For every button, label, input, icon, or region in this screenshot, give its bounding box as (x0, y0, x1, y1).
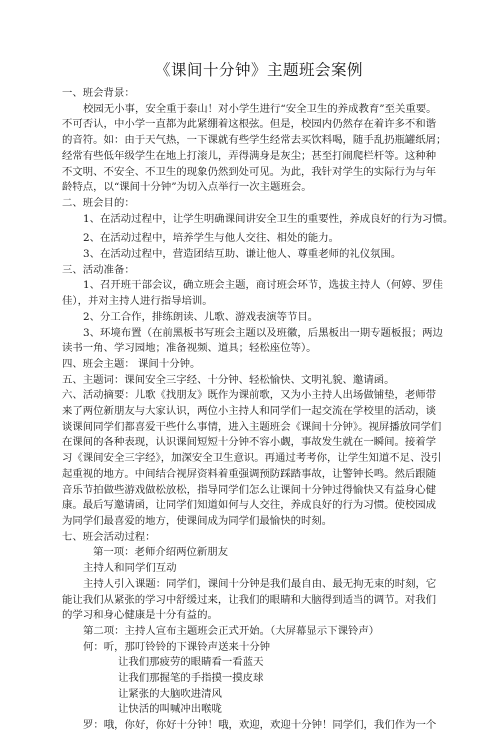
list-item: 2、在活动过程中，培养学生与他人交往、相处的能力。 (83, 232, 339, 245)
paragraph-line: 为同学们最喜爱的地方，使课间成为同学们最愉快的时刻。 (62, 514, 333, 527)
list-item: 3、环境布置（在前黑板书写班会主题以及班徽，后黑板出一期专题板报；两边 (83, 326, 443, 339)
list-item-continuation: 佳），并对主持人进行指导培训。 (62, 295, 213, 308)
paragraph-line: 音乐节拍做些游戏做松放松，指导同学们怎么让课间十分钟过得愉快又有益身心健 (62, 483, 437, 496)
list-item: 1、在活动过程中，让学生明确课间讲安全卫生的重要性，养成良好的行为习惯。 (83, 212, 454, 225)
section-summary-line: 六、活动摘要：儿歌《找朋友》既作为课前歌，又为小主持人出场做铺垫，老师带 (62, 389, 437, 402)
step-heading: 第一项：老师介绍两位新朋友 (93, 546, 229, 559)
paragraph-line: 康。最后写邀请函，让同学们知道如何与人交往，养成良好的行为习惯。使校园成 (62, 499, 437, 512)
paragraph-line: 习《课间安全三字经》，加深安全卫生意识。再通过考考你，让学生知道不足、没引 (62, 452, 442, 465)
dialog-line: 让快活的叫喊冲出喉咙 (118, 703, 222, 716)
paragraph-line: 能让我们从紧张的学习中舒缓过来，让我们的眼睛和大脑得到适当的调节。对我们 (62, 593, 437, 606)
paragraph-line: 不文明、不安全、不卫生的现象仍然到处可见。为此，我针对学生的实际行为与年 (62, 165, 437, 178)
step-heading: 第二项：主持人宣布主题班会正式开始。（大屏幕显示下课铃声） (83, 624, 380, 637)
section-heading-preparation: 三、活动准备： (62, 263, 135, 276)
paragraph-line: 校园无小事，安全重于泰山！对小学生进行“安全卫生的养成教育”至关重要。 (83, 102, 437, 115)
list-item: 1、召开班干部会议，确立班会主题，商讨班会环节，选拔主持人（何婷、罗佳 (83, 279, 443, 292)
dialog-line: 罗：哦，你好，你好十分钟！哦，欢迎，欢迎十分钟！同学们，我们作为一个 (83, 719, 437, 732)
section-heading-process: 七、班会活动过程： (62, 530, 156, 543)
list-item: 2、分工合作，排练朗读、儿歌、游戏表演等节目。 (83, 310, 319, 323)
paragraph-line: 主持人引入课题：同学们，课间十分钟是我们最自由、最无拘无束的时刻，它 (83, 577, 437, 590)
dialog-line: 让我们那疲劳的眼睛看一看蓝天 (118, 656, 264, 669)
section-heading-keywords: 五、主题词：课间安全三字经、十分钟、轻松愉快、文明礼貌、邀请函。 (62, 373, 395, 386)
dialog-line: 让我们那握笔的手指摸一摸皮球 (118, 672, 264, 685)
document-title: 《课间十分钟》主题班会案例 (154, 61, 363, 79)
dialog-line: 何：听，那叮铃铃的下课铃声送来十分钟 (83, 640, 271, 653)
paragraph-line: 的音符。如：由于天气热，一下课就有些学生经常去买饮料喝，随手乱扔瓶罐纸屑； (62, 134, 447, 147)
paragraph-line: 不可否认，中小学一直都为此紧绷着这根弦。但是，校园内仍然存在着许多不和谐 (62, 118, 437, 131)
list-item: 3、在活动过程中，营造团结互助、谦让他人、尊重老师的礼仪氛围。 (83, 248, 402, 261)
paragraph-line: 龄特点，以“课间十分钟”为切入点举行一次主题班会。 (62, 181, 312, 194)
section-heading-theme: 四、班会主题： 课间十分钟。 (62, 357, 201, 370)
section-heading-purpose: 二、班会目的： (62, 196, 135, 209)
paragraph-line: 在课间的各种表现，认识课间短短十分钟不容小觑，事故发生就在一瞬间。接着学 (62, 436, 437, 449)
paragraph-line: 来了两位新朋友与大家认识，两位小主持人和同学们一起交流在学校里的活动，谈 (62, 405, 437, 418)
paragraph-line: 谈课间同学们都喜爱干些什么事情，进入主题班会《课间十分钟》。视屏播放同学们 (62, 420, 442, 433)
list-item-continuation: 读书一角、学习园地；准备视频、道具；轻松座位等）。 (62, 342, 317, 355)
section-heading-background: 一、班会背景： (62, 87, 135, 99)
paragraph-line: 经常有些低年级学生在地上打滚儿，弄得满身是灰尘；甚至打闹爬栏杆等。这种种 (62, 149, 437, 162)
dialog-line: 让紧张的大脑吹进清风 (118, 687, 222, 700)
paragraph-line: 的学习和身心健康是十分有益的。 (62, 609, 218, 622)
step-subheading: 主持人和同学们互动 (83, 562, 177, 575)
paragraph-line: 起重视的地方。中间结合视屏资料着重强调预防踩踏事故，让警钟长鸣。然后跟随 (62, 467, 437, 480)
